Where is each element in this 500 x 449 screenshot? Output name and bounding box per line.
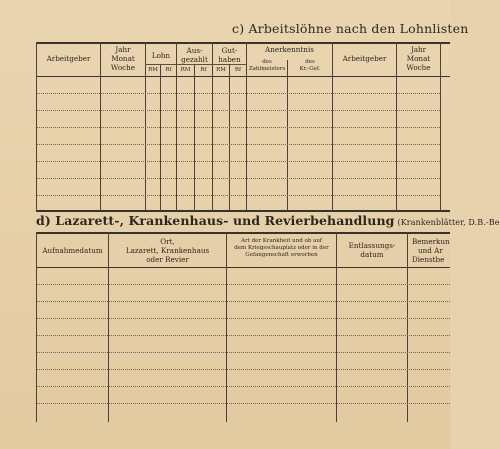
entry-row-line <box>37 352 450 353</box>
section-c-top-rule <box>36 42 450 44</box>
entry-row-line <box>37 369 450 370</box>
illness-line-2: dem Kriegsschauplatz oder in der <box>234 245 329 251</box>
entry-row-line <box>37 161 440 162</box>
col-divider <box>287 60 288 211</box>
paid-rf-label: Rf <box>200 67 207 73</box>
section-d-top-rule <box>36 232 450 234</box>
wage-label: Lohn <box>151 51 171 60</box>
entry-row-line <box>37 335 450 336</box>
ack-pow-subheader <box>288 59 332 73</box>
employer-header-2 <box>333 54 396 63</box>
ack-pow-line-2: Kr.-Gef. <box>299 66 321 72</box>
paid-out-line-2: gezahlt <box>181 55 208 64</box>
section-d-header-rule <box>36 267 450 268</box>
entry-row-line <box>37 144 440 145</box>
paid-rm-label: RM <box>180 67 191 73</box>
wage-rf-label: Rf <box>165 67 172 73</box>
ack-pow-line-1: des <box>305 59 315 65</box>
illness-line-3: Gefangenschaft erworben <box>245 252 318 258</box>
section-d-left-border <box>36 232 37 422</box>
acknowledgement-header <box>247 45 332 54</box>
col-divider <box>336 232 337 422</box>
acknowledgement-label: Anerkenntnis <box>265 45 314 54</box>
col-divider <box>160 64 161 211</box>
section-c-title: c) Arbeitslöhne nach den Lohnlisten <box>232 21 469 36</box>
entry-row-line <box>37 301 450 302</box>
year-month-week-header-2 <box>397 45 440 72</box>
entry-row-line <box>37 195 440 196</box>
col-divider <box>229 64 230 211</box>
entry-row-line <box>37 93 440 94</box>
wage-header <box>146 51 176 60</box>
illness-type-header <box>227 238 336 259</box>
money-subheader-rule <box>145 64 246 65</box>
header-week-2: Woche <box>406 63 431 72</box>
employer-header-label: Arbeitgeber <box>46 54 91 63</box>
admission-date-header <box>37 246 108 255</box>
entry-row-line <box>37 403 450 404</box>
header-year-2: Jahr <box>410 45 427 54</box>
col-divider <box>194 64 195 211</box>
illness-line-1: Art der Krankheit und ob auf <box>241 238 322 244</box>
entry-row-line <box>37 127 440 128</box>
entry-row-line <box>37 110 440 111</box>
remarks-line-2: und Ar <box>418 246 443 255</box>
discharge-line-1: Entlassungs- <box>348 241 396 250</box>
entry-row-line <box>37 318 450 319</box>
employer-2-label: Arbeitgeber <box>342 54 387 63</box>
ack-paymaster-line-2: Zahlmeisters <box>248 66 286 72</box>
header-year: Jahr <box>115 45 131 54</box>
credit-line-1: Gut- <box>221 46 238 55</box>
admission-date-label: Aufnahmedatum <box>42 246 103 255</box>
section-c-header-rule <box>36 76 450 77</box>
remarks-line-3: Dienstbe <box>412 255 445 264</box>
credit-rm-label: RM <box>216 67 226 73</box>
ack-paymaster-subheader <box>247 59 287 73</box>
entry-row-line <box>37 284 450 285</box>
credit-line-2: haben <box>218 55 241 64</box>
header-month: Monat <box>111 54 135 63</box>
year-month-week-header <box>101 45 145 72</box>
section-d-title-text: d) Lazarett-, Krankenhaus- und Revierbehandlung <box>36 213 395 228</box>
entry-row-line <box>37 178 440 179</box>
col-divider <box>440 42 441 211</box>
header-week: Woche <box>110 63 136 72</box>
remarks-header <box>408 237 460 264</box>
header-month-2: Monat <box>406 54 431 63</box>
credit-header <box>213 46 246 64</box>
col-divider <box>226 232 227 422</box>
entry-row-line <box>37 386 450 387</box>
place-line-1: Ort, <box>160 237 175 246</box>
credit-rf-label: Rf <box>234 67 242 73</box>
section-c-bottom-rule <box>36 210 450 212</box>
remarks-line-1: Bemerkun <box>412 237 450 246</box>
ack-paymaster-line-1: des <box>262 59 272 65</box>
employer-header <box>37 54 100 63</box>
wage-rm-label: RM <box>148 67 158 73</box>
discharge-date-header <box>337 241 407 259</box>
place-header <box>109 237 226 264</box>
paid-out-line-1: Aus- <box>186 46 203 55</box>
place-line-3: oder Revier <box>146 255 189 264</box>
discharge-line-2: datum <box>360 250 384 259</box>
section-d-title-note: (Krankenblätter, D.B.-Be <box>397 218 500 227</box>
section-d-title <box>36 213 500 228</box>
paid-out-header <box>177 46 212 64</box>
place-line-2: Lazarett, Krankenhaus <box>125 246 210 255</box>
